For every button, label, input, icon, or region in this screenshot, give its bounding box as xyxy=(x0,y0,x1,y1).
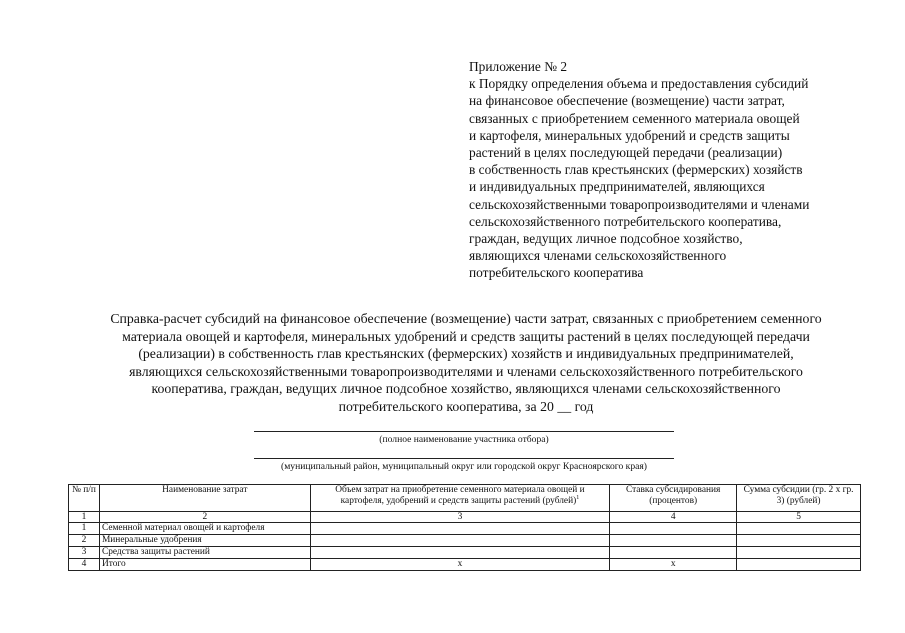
appendix-line: и картофеля, минеральных удобрений и средств защиты xyxy=(469,127,790,143)
title-line: Справка-расчет субсидий на финансовое обеспечение (возмещение) части затрат, связанных с приобретением семенного xyxy=(110,311,822,326)
document-title xyxy=(40,310,892,416)
column-index: 4 xyxy=(610,512,737,523)
appendix-line: на финансовое обеспечение (возмещение) части затрат, xyxy=(469,93,785,109)
appendix-line: являющихся членами сельскохозяйственного xyxy=(469,248,727,264)
row-sum-cell[interactable] xyxy=(737,523,861,535)
participant-line xyxy=(254,431,674,432)
row-sum-cell[interactable] xyxy=(737,547,861,559)
table-row xyxy=(69,523,861,535)
participant-caption: (полное наименование участника отбора) xyxy=(379,434,549,445)
column-index: 2 xyxy=(99,512,310,523)
table-row-total xyxy=(69,559,861,571)
title-line: материала овощей и картофеля, минеральных удобрений и средств защиты растений в целях последующей передачи xyxy=(122,328,810,344)
row-num: 2 xyxy=(69,535,100,547)
row-rate-cell[interactable] xyxy=(610,547,737,559)
subsidy-calculation-table xyxy=(68,484,861,571)
appendix-line: сельскохозяйственного потребительского кооператива, xyxy=(469,213,782,229)
appendix-line: сельскохозяйственными товаропроизводителями и членами xyxy=(469,196,810,212)
row-volume-cell[interactable] xyxy=(310,523,610,535)
appendix-line: растений в целях последующей передачи (реализации) xyxy=(469,145,783,161)
table-header-row xyxy=(69,485,861,512)
column-index: 5 xyxy=(737,512,861,523)
title-line: являющихся сельскохозяйственными товаропроизводителями и членами сельскохозяйственного потребительского xyxy=(129,363,803,379)
row-name: Минеральные удобрения xyxy=(99,535,310,547)
header-rate: Ставка субсидирования (процентов) xyxy=(610,485,737,512)
district-caption: (муниципальный район, муниципальный округ или городской округ Красноярского края) xyxy=(281,461,647,472)
row-volume-cell[interactable] xyxy=(310,547,610,559)
row-name: Семенной материал овощей и картофеля xyxy=(99,523,310,535)
title-line: потребительского кооператива, за 20 __ год xyxy=(338,398,594,414)
row-rate-cell: x xyxy=(610,559,737,571)
appendix-line: Приложение № 2 xyxy=(469,59,568,74)
row-sum-cell[interactable] xyxy=(737,559,861,571)
appendix-header xyxy=(469,58,889,282)
appendix-line: и индивидуальных предпринимателей, являющихся xyxy=(469,179,765,195)
appendix-line: связанных с приобретением семенного материала овощей xyxy=(469,110,800,126)
district-field[interactable] xyxy=(254,458,674,473)
appendix-line: в собственность глав крестьянских (фермерских) хозяйств xyxy=(469,162,803,178)
row-rate-cell[interactable] xyxy=(610,535,737,547)
header-sum: Сумма субсидии (гр. 2 x гр. 3) (рублей) xyxy=(737,485,861,512)
column-index: 3 xyxy=(310,512,610,523)
title-line: (реализации) в собственность глав крестьянских (фермерских) хозяйств и индивидуальных предпринимателей, xyxy=(138,346,794,362)
footnote-mark: 1 xyxy=(576,494,580,501)
header-volume-text: Объем затрат на приобретение семенного материала овощей и картофеля, удобрений и средств защиты растений (рублей) xyxy=(335,485,585,506)
row-volume-cell: x xyxy=(310,559,610,571)
column-index: 1 xyxy=(69,512,100,523)
row-num: 3 xyxy=(69,547,100,559)
header-name: Наименование затрат xyxy=(99,485,310,512)
participant-field[interactable] xyxy=(254,431,674,446)
row-sum-cell[interactable] xyxy=(737,535,861,547)
table-row xyxy=(69,547,861,559)
row-name: Итого xyxy=(99,559,310,571)
district-line xyxy=(254,458,674,459)
table-row xyxy=(69,535,861,547)
title-line: кооператива, граждан, ведущих личное подсобное хозяйство, являющихся членами сельскохозяйственного xyxy=(151,381,781,397)
appendix-line: к Порядку определения объема и предоставления субсидий xyxy=(469,76,809,92)
row-rate-cell[interactable] xyxy=(610,523,737,535)
appendix-line: граждан, ведущих личное подсобное хозяйство, xyxy=(469,231,743,247)
row-name: Средства защиты растений xyxy=(99,547,310,559)
row-volume-cell[interactable] xyxy=(310,535,610,547)
column-index-row xyxy=(69,512,861,523)
row-num: 1 xyxy=(69,523,100,535)
row-num: 4 xyxy=(69,559,100,571)
appendix-line: потребительского кооператива xyxy=(469,265,644,281)
header-num: № п/п xyxy=(69,485,100,512)
header-volume xyxy=(310,485,610,512)
